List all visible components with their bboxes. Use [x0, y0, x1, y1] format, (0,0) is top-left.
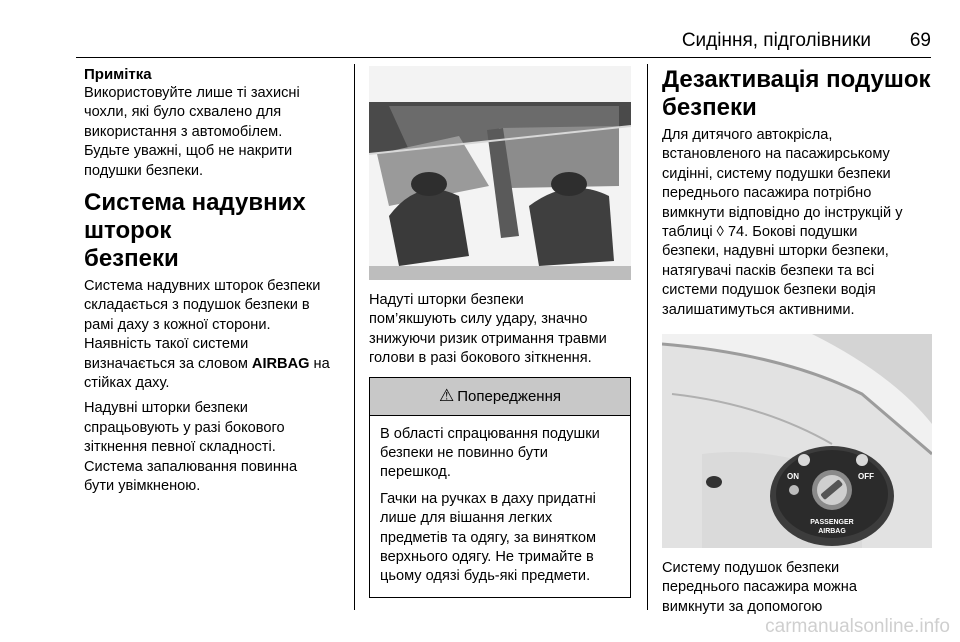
- text-line: вимкнути відповідно до інструкцій у: [662, 204, 903, 221]
- section-title-line: Дезактивація подушок: [662, 66, 931, 93]
- text-segment: визначається за словом: [84, 355, 252, 372]
- caption-line: голови в разі бокового зіткнення.: [369, 350, 592, 367]
- text-line: Надувні шторки безпеки: [84, 400, 248, 417]
- watermark: carmanualsonline.info: [765, 616, 950, 637]
- header-title: Сидіння, підголівники: [681, 30, 871, 51]
- text-line: [84, 355, 346, 374]
- car-interior-drawing: [369, 66, 631, 280]
- text-line: спрацьовують у разі бокового: [84, 419, 285, 436]
- caption-line: Систему подушок безпеки: [662, 560, 840, 577]
- text-line: натягувачі пасків безпеки та всі: [662, 262, 875, 279]
- warning-title: Попередження: [457, 387, 561, 405]
- note-body: [84, 84, 346, 181]
- caption-line: знижуючи ризик отримання травми: [369, 330, 607, 347]
- text-segment: на: [309, 355, 330, 372]
- column-divider-2: [647, 64, 648, 610]
- text-line: Наявність такої системи: [84, 336, 249, 353]
- note-line: подушки безпеки.: [84, 162, 204, 179]
- text-line: стійках даху.: [84, 375, 170, 392]
- page-number: 69: [909, 30, 931, 51]
- warning-line: цьому одязі будь-які предмети.: [380, 568, 591, 585]
- caption-line: Надуті шторки безпеки: [369, 292, 524, 308]
- warning-box: [369, 377, 631, 598]
- text-line: залишатимуться активними.: [662, 301, 855, 318]
- section-title-deactivation: [662, 66, 932, 122]
- switch-airbag-label: AIRBAG: [818, 528, 846, 536]
- caption-line: пом’якшують силу удару, значно: [369, 311, 588, 328]
- warning-icon: ⚠: [438, 386, 455, 406]
- warning-line: безпеки не повинно бути: [380, 445, 548, 462]
- section-title-line: безпеки: [662, 94, 757, 121]
- warning-line: перешкод.: [380, 464, 451, 481]
- column-1: [84, 66, 346, 497]
- text-line: рамі даху з кожної сторони.: [84, 316, 271, 333]
- door-switch-drawing: [662, 334, 932, 548]
- text-line: переднього пасажира потрібно: [662, 185, 872, 202]
- curtain-para-2: [84, 399, 346, 496]
- text-line: Система запалювання повинна: [84, 458, 298, 475]
- warning-line: верхнього одягу. Не тримайте в: [380, 549, 594, 566]
- note-line: Використовуйте лише ті захисні: [84, 85, 300, 101]
- curtain-airbag-illustration: [369, 66, 631, 280]
- curtain-caption: [369, 291, 631, 369]
- column-3: [662, 66, 932, 617]
- column-2: [369, 66, 631, 598]
- switch-on-label: ON: [787, 472, 799, 482]
- text-line: встановленого на пасажирському: [662, 146, 890, 163]
- warning-line: В області спрацювання подушки: [380, 425, 600, 442]
- page-ref-arrow-icon: ◊: [716, 224, 724, 241]
- page-header: [76, 28, 931, 58]
- text-line: системи подушок безпеки водія: [662, 282, 876, 299]
- switch-caption: [662, 559, 932, 617]
- warning-line: предметів та одягу, за винятком: [380, 529, 597, 546]
- section-title-line: Система надувних шторок: [84, 189, 306, 245]
- note-line: використання з автомобілем.: [84, 123, 283, 140]
- note-line: Будьте уважні, щоб не накрити: [84, 143, 293, 160]
- warning-header: [370, 378, 630, 416]
- airbag-switch-illustration: [662, 334, 932, 548]
- switch-off-label: OFF: [858, 472, 874, 482]
- section-title-line: безпеки: [84, 245, 179, 273]
- text-segment: таблиці: [662, 224, 717, 241]
- warning-line: Гачки на ручках в даху придатні: [380, 490, 596, 507]
- caption-line: вимкнути за допомогою: [662, 598, 823, 615]
- text-line: Система надувних шторок безпеки: [84, 278, 321, 295]
- text-line: безпеки, надувні шторки безпеки,: [662, 243, 889, 260]
- text-line: [662, 223, 932, 242]
- column-divider-1: [354, 64, 355, 610]
- deactivation-para: [662, 126, 932, 320]
- airbag-word: AIRBAG: [251, 355, 310, 372]
- text-segment: 74. Бокові подушки: [723, 224, 858, 241]
- curtain-para-1: [84, 277, 346, 393]
- warning-body: [370, 416, 630, 597]
- header-rule: [76, 57, 931, 58]
- text-line: Для дитячого автокрісла,: [662, 127, 833, 143]
- switch-passenger-label: PASSENGER: [810, 519, 854, 527]
- note-line: чохли, які було схвалено для: [84, 104, 282, 121]
- warning-line: лише для вішання легких: [380, 510, 553, 527]
- section-title-curtain-airbags: [84, 189, 346, 273]
- note-title: Примітка: [84, 66, 152, 83]
- text-line: сидінні, систему подушки безпеки: [662, 165, 891, 182]
- text-line: складається з подушок безпеки в: [84, 297, 310, 314]
- warning-para-1: [380, 425, 620, 483]
- text-line: зіткнення певної складності.: [84, 439, 276, 456]
- warning-para-2: [380, 490, 620, 587]
- caption-line: переднього пасажира можна: [662, 579, 857, 596]
- text-line: бути увімкненою.: [84, 478, 201, 495]
